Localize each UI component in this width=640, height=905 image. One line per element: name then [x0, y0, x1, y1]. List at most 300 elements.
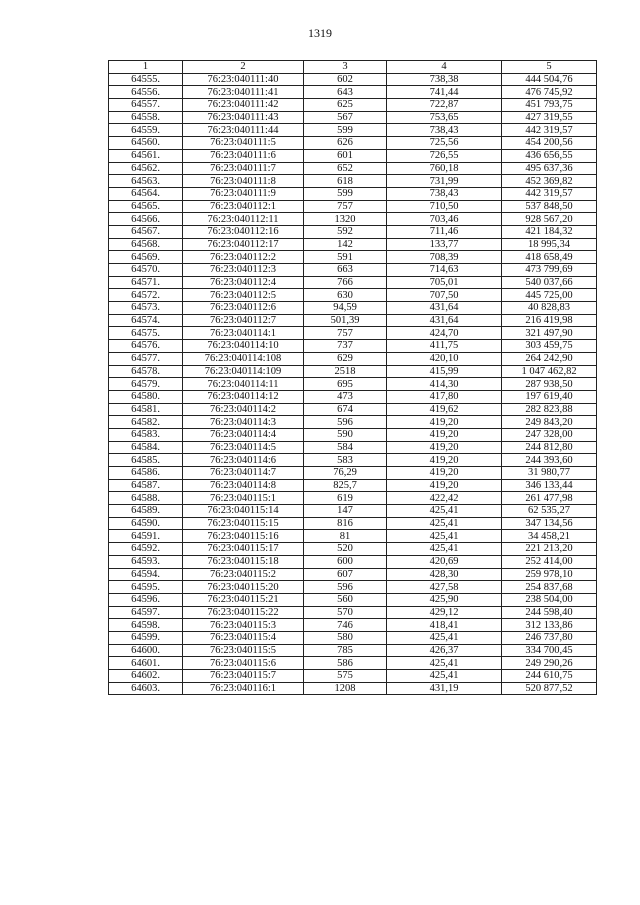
rate-cell: 731,99 [387, 175, 502, 188]
cadastral-number-cell: 76:23:040114:109 [183, 365, 304, 378]
table-row [109, 175, 597, 188]
value-cell: 334 700,45 [502, 644, 597, 657]
area-cell: 1320 [304, 213, 387, 226]
value-cell: 303 459,75 [502, 340, 597, 353]
row-number-cell: 64598. [109, 619, 183, 632]
cadastral-number-cell: 76:23:040112:17 [183, 238, 304, 251]
cadastral-number-cell: 76:23:040114:4 [183, 428, 304, 441]
value-cell: 244 610,75 [502, 670, 597, 683]
row-number-cell: 64584. [109, 441, 183, 454]
rate-cell: 425,41 [387, 670, 502, 683]
column-header: 3 [304, 61, 387, 74]
rate-cell: 753,65 [387, 111, 502, 124]
table-row [109, 479, 597, 492]
rate-cell: 419,20 [387, 441, 502, 454]
area-cell: 601 [304, 149, 387, 162]
rate-cell: 419,20 [387, 428, 502, 441]
rate-cell: 414,30 [387, 378, 502, 391]
value-cell: 249 290,26 [502, 657, 597, 670]
value-cell: 436 656,55 [502, 149, 597, 162]
table-row [109, 327, 597, 340]
value-cell: 928 567,20 [502, 213, 597, 226]
cadastral-number-cell: 76:23:040115:2 [183, 568, 304, 581]
rate-cell: 425,41 [387, 505, 502, 518]
area-cell: 626 [304, 137, 387, 150]
value-cell: 442 319,57 [502, 187, 597, 200]
row-number-cell: 64585. [109, 454, 183, 467]
area-cell: 575 [304, 670, 387, 683]
rate-cell: 420,69 [387, 555, 502, 568]
rate-cell: 422,42 [387, 492, 502, 505]
value-cell: 282 823,88 [502, 403, 597, 416]
row-number-cell: 64583. [109, 428, 183, 441]
value-cell: 321 497,90 [502, 327, 597, 340]
area-cell: 560 [304, 593, 387, 606]
row-number-cell: 64594. [109, 568, 183, 581]
table-row [109, 390, 597, 403]
row-number-cell: 64573. [109, 302, 183, 315]
table-row [109, 225, 597, 238]
table-row [109, 251, 597, 264]
value-cell: 537 848,50 [502, 200, 597, 213]
value-cell: 442 319,57 [502, 124, 597, 137]
cadastral-number-cell: 76:23:040111:41 [183, 86, 304, 99]
row-number-cell: 64597. [109, 606, 183, 619]
cadastral-number-cell: 76:23:040114:5 [183, 441, 304, 454]
cadastral-number-cell: 76:23:040111:42 [183, 99, 304, 112]
rate-cell: 427,58 [387, 581, 502, 594]
table-row [109, 581, 597, 594]
rate-cell: 738,43 [387, 124, 502, 137]
column-header: 5 [502, 61, 597, 74]
row-number-cell: 64570. [109, 264, 183, 277]
table-row [109, 454, 597, 467]
table-row [109, 264, 597, 277]
area-cell: 599 [304, 124, 387, 137]
area-cell: 501,39 [304, 314, 387, 327]
value-cell: 312 133,86 [502, 619, 597, 632]
cadastral-number-cell: 76:23:040115:1 [183, 492, 304, 505]
table-row [109, 137, 597, 150]
row-number-cell: 64559. [109, 124, 183, 137]
rate-cell: 431,19 [387, 682, 502, 695]
area-cell: 81 [304, 530, 387, 543]
cadastral-number-cell: 76:23:040112:4 [183, 276, 304, 289]
cadastral-number-cell: 76:23:040114:7 [183, 467, 304, 480]
value-cell: 451 793,75 [502, 99, 597, 112]
rate-cell: 703,46 [387, 213, 502, 226]
cadastral-number-cell: 76:23:040111:8 [183, 175, 304, 188]
area-cell: 737 [304, 340, 387, 353]
area-cell: 695 [304, 378, 387, 391]
table-row [109, 606, 597, 619]
area-cell: 825,7 [304, 479, 387, 492]
cadastral-number-cell: 76:23:040111:43 [183, 111, 304, 124]
area-cell: 584 [304, 441, 387, 454]
value-cell: 452 369,82 [502, 175, 597, 188]
cadastral-number-cell: 76:23:040114:108 [183, 352, 304, 365]
rate-cell: 420,10 [387, 352, 502, 365]
row-number-cell: 64566. [109, 213, 183, 226]
cadastral-number-cell: 76:23:040112:5 [183, 289, 304, 302]
value-cell: 445 725,00 [502, 289, 597, 302]
row-number-cell: 64577. [109, 352, 183, 365]
table-row [109, 517, 597, 530]
area-cell: 607 [304, 568, 387, 581]
area-cell: 591 [304, 251, 387, 264]
table-row [109, 238, 597, 251]
table-row [109, 467, 597, 480]
value-cell: 18 995,34 [502, 238, 597, 251]
table-row [109, 441, 597, 454]
value-cell: 476 745,92 [502, 86, 597, 99]
cadastral-number-cell: 76:23:040112:3 [183, 264, 304, 277]
value-cell: 246 737,80 [502, 631, 597, 644]
value-cell: 287 938,50 [502, 378, 597, 391]
cadastral-number-cell: 76:23:040114:8 [183, 479, 304, 492]
rate-cell: 738,43 [387, 187, 502, 200]
value-cell: 252 414,00 [502, 555, 597, 568]
table-row [109, 492, 597, 505]
area-cell: 652 [304, 162, 387, 175]
value-cell: 244 393,60 [502, 454, 597, 467]
value-cell: 520 877,52 [502, 682, 597, 695]
row-number-cell: 64603. [109, 682, 183, 695]
area-cell: 142 [304, 238, 387, 251]
area-cell: 596 [304, 416, 387, 429]
row-number-cell: 64560. [109, 137, 183, 150]
cadastral-number-cell: 76:23:040115:5 [183, 644, 304, 657]
table-row [109, 505, 597, 518]
value-cell: 454 200,56 [502, 137, 597, 150]
area-cell: 590 [304, 428, 387, 441]
rate-cell: 419,20 [387, 454, 502, 467]
cadastral-number-cell: 76:23:040111:5 [183, 137, 304, 150]
area-cell: 473 [304, 390, 387, 403]
value-cell: 259 978,10 [502, 568, 597, 581]
row-number-cell: 64581. [109, 403, 183, 416]
area-cell: 592 [304, 225, 387, 238]
row-number-cell: 64575. [109, 327, 183, 340]
area-cell: 757 [304, 200, 387, 213]
row-number-cell: 64586. [109, 467, 183, 480]
cadastral-number-cell: 76:23:040111:9 [183, 187, 304, 200]
value-cell: 244 812,80 [502, 441, 597, 454]
row-number-cell: 64568. [109, 238, 183, 251]
column-header: 1 [109, 61, 183, 74]
area-cell: 94,59 [304, 302, 387, 315]
cadastral-number-cell: 76:23:040114:6 [183, 454, 304, 467]
table-row [109, 619, 597, 632]
value-cell: 427 319,55 [502, 111, 597, 124]
rate-cell: 722,87 [387, 99, 502, 112]
value-cell: 264 242,90 [502, 352, 597, 365]
rate-cell: 419,62 [387, 403, 502, 416]
row-number-cell: 64588. [109, 492, 183, 505]
area-cell: 630 [304, 289, 387, 302]
value-cell: 421 184,32 [502, 225, 597, 238]
table-row [109, 403, 597, 416]
table-row [109, 111, 597, 124]
value-cell: 347 134,56 [502, 517, 597, 530]
value-cell: 197 619,40 [502, 390, 597, 403]
row-number-cell: 64567. [109, 225, 183, 238]
value-cell: 254 837,68 [502, 581, 597, 594]
cadastral-number-cell: 76:23:040111:44 [183, 124, 304, 137]
table-row [109, 162, 597, 175]
cadastral-number-cell: 76:23:040115:4 [183, 631, 304, 644]
area-cell: 629 [304, 352, 387, 365]
area-cell: 1208 [304, 682, 387, 695]
row-number-cell: 64596. [109, 593, 183, 606]
rate-cell: 708,39 [387, 251, 502, 264]
table-row [109, 543, 597, 556]
table-row [109, 200, 597, 213]
value-cell: 249 843,20 [502, 416, 597, 429]
row-number-cell: 64580. [109, 390, 183, 403]
table-row [109, 340, 597, 353]
table-header-row [109, 61, 597, 74]
row-number-cell: 64572. [109, 289, 183, 302]
table-row [109, 99, 597, 112]
area-cell: 746 [304, 619, 387, 632]
table-row [109, 568, 597, 581]
rate-cell: 415,99 [387, 365, 502, 378]
row-number-cell: 64595. [109, 581, 183, 594]
value-cell: 221 213,20 [502, 543, 597, 556]
area-cell: 816 [304, 517, 387, 530]
value-cell: 418 658,49 [502, 251, 597, 264]
rate-cell: 428,30 [387, 568, 502, 581]
cadastral-number-cell: 76:23:040114:11 [183, 378, 304, 391]
table-row [109, 149, 597, 162]
row-number-cell: 64558. [109, 111, 183, 124]
value-cell: 1 047 462,82 [502, 365, 597, 378]
rate-cell: 425,41 [387, 543, 502, 556]
table-row [109, 670, 597, 683]
area-cell: 600 [304, 555, 387, 568]
cadastral-number-cell: 76:23:040114:2 [183, 403, 304, 416]
table-row [109, 530, 597, 543]
row-number-cell: 64561. [109, 149, 183, 162]
cadastral-number-cell: 76:23:040114:12 [183, 390, 304, 403]
row-number-cell: 64563. [109, 175, 183, 188]
column-header: 2 [183, 61, 304, 74]
table-row [109, 352, 597, 365]
table-body [109, 73, 597, 695]
cadastral-number-cell: 76:23:040112:16 [183, 225, 304, 238]
rate-cell: 424,70 [387, 327, 502, 340]
cadastral-number-cell: 76:23:040112:7 [183, 314, 304, 327]
rate-cell: 711,46 [387, 225, 502, 238]
value-cell: 31 980,77 [502, 467, 597, 480]
area-cell: 602 [304, 73, 387, 86]
rate-cell: 419,20 [387, 416, 502, 429]
cadastral-number-cell: 76:23:040111:6 [183, 149, 304, 162]
rate-cell: 418,41 [387, 619, 502, 632]
value-cell: 473 799,69 [502, 264, 597, 277]
area-cell: 583 [304, 454, 387, 467]
rate-cell: 429,12 [387, 606, 502, 619]
cadastral-number-cell: 76:23:040115:16 [183, 530, 304, 543]
row-number-cell: 64587. [109, 479, 183, 492]
area-cell: 76,29 [304, 467, 387, 480]
value-cell: 247 328,00 [502, 428, 597, 441]
row-number-cell: 64600. [109, 644, 183, 657]
table-row [109, 365, 597, 378]
value-cell: 40 828,83 [502, 302, 597, 315]
row-number-cell: 64556. [109, 86, 183, 99]
row-number-cell: 64601. [109, 657, 183, 670]
cadastral-number-cell: 76:23:040115:3 [183, 619, 304, 632]
value-cell: 444 504,76 [502, 73, 597, 86]
table-row [109, 187, 597, 200]
rate-cell: 419,20 [387, 479, 502, 492]
row-number-cell: 64574. [109, 314, 183, 327]
table-row [109, 657, 597, 670]
row-number-cell: 64591. [109, 530, 183, 543]
value-cell: 244 598,40 [502, 606, 597, 619]
rate-cell: 714,63 [387, 264, 502, 277]
value-cell: 261 477,98 [502, 492, 597, 505]
table-row [109, 644, 597, 657]
area-cell: 674 [304, 403, 387, 416]
rate-cell: 710,50 [387, 200, 502, 213]
table-row [109, 124, 597, 137]
rate-cell: 705,01 [387, 276, 502, 289]
rate-cell: 417,80 [387, 390, 502, 403]
table-row [109, 314, 597, 327]
row-number-cell: 64592. [109, 543, 183, 556]
cadastral-number-cell: 76:23:040115:6 [183, 657, 304, 670]
rate-cell: 726,55 [387, 149, 502, 162]
area-cell: 570 [304, 606, 387, 619]
cadastral-number-cell: 76:23:040115:17 [183, 543, 304, 556]
cadastral-number-cell: 76:23:040115:21 [183, 593, 304, 606]
table-row [109, 289, 597, 302]
area-cell: 663 [304, 264, 387, 277]
rate-cell: 760,18 [387, 162, 502, 175]
area-cell: 625 [304, 99, 387, 112]
table-row [109, 378, 597, 391]
row-number-cell: 64557. [109, 99, 183, 112]
value-cell: 62 535,27 [502, 505, 597, 518]
value-cell: 238 504,00 [502, 593, 597, 606]
rate-cell: 419,20 [387, 467, 502, 480]
rate-cell: 425,41 [387, 631, 502, 644]
area-cell: 785 [304, 644, 387, 657]
rate-cell: 725,56 [387, 137, 502, 150]
row-number-cell: 64564. [109, 187, 183, 200]
page-number: 1319 [308, 26, 332, 40]
rate-cell: 426,37 [387, 644, 502, 657]
area-cell: 567 [304, 111, 387, 124]
area-cell: 2518 [304, 365, 387, 378]
table-row [109, 682, 597, 695]
cadastral-number-cell: 76:23:040115:18 [183, 555, 304, 568]
cadastral-number-cell: 76:23:040115:15 [183, 517, 304, 530]
row-number-cell: 64579. [109, 378, 183, 391]
row-number-cell: 64593. [109, 555, 183, 568]
table-row [109, 555, 597, 568]
table-row [109, 73, 597, 86]
table-row [109, 416, 597, 429]
cadastral-number-cell: 76:23:040115:22 [183, 606, 304, 619]
row-number-cell: 64599. [109, 631, 183, 644]
area-cell: 520 [304, 543, 387, 556]
value-cell: 216 419,98 [502, 314, 597, 327]
row-number-cell: 64565. [109, 200, 183, 213]
area-cell: 619 [304, 492, 387, 505]
cadastral-number-cell: 76:23:040114:3 [183, 416, 304, 429]
data-table [108, 60, 597, 695]
area-cell: 599 [304, 187, 387, 200]
area-cell: 586 [304, 657, 387, 670]
row-number-cell: 64589. [109, 505, 183, 518]
table-row [109, 276, 597, 289]
row-number-cell: 64582. [109, 416, 183, 429]
cadastral-number-cell: 76:23:040111:40 [183, 73, 304, 86]
row-number-cell: 64571. [109, 276, 183, 289]
cadastral-number-cell: 76:23:040112:11 [183, 213, 304, 226]
table-row [109, 593, 597, 606]
area-cell: 147 [304, 505, 387, 518]
row-number-cell: 64562. [109, 162, 183, 175]
row-number-cell: 64578. [109, 365, 183, 378]
value-cell: 540 037,66 [502, 276, 597, 289]
cadastral-number-cell: 76:23:040114:10 [183, 340, 304, 353]
rate-cell: 425,41 [387, 657, 502, 670]
cadastral-number-cell: 76:23:040115:14 [183, 505, 304, 518]
rate-cell: 741,44 [387, 86, 502, 99]
cadastral-number-cell: 76:23:040112:6 [183, 302, 304, 315]
rate-cell: 133,77 [387, 238, 502, 251]
rate-cell: 425,41 [387, 530, 502, 543]
column-header: 4 [387, 61, 502, 74]
row-number-cell: 64590. [109, 517, 183, 530]
cadastral-number-cell: 76:23:040111:7 [183, 162, 304, 175]
value-cell: 34 458,21 [502, 530, 597, 543]
cadastral-number-cell: 76:23:040112:2 [183, 251, 304, 264]
rate-cell: 431,64 [387, 302, 502, 315]
cadastral-number-cell: 76:23:040116:1 [183, 682, 304, 695]
cadastral-number-cell: 76:23:040112:1 [183, 200, 304, 213]
table-row [109, 302, 597, 315]
rate-cell: 411,75 [387, 340, 502, 353]
row-number-cell: 64602. [109, 670, 183, 683]
area-cell: 643 [304, 86, 387, 99]
area-cell: 596 [304, 581, 387, 594]
value-cell: 495 637,36 [502, 162, 597, 175]
row-number-cell: 64576. [109, 340, 183, 353]
table-row [109, 428, 597, 441]
rate-cell: 425,41 [387, 517, 502, 530]
value-cell: 346 133,44 [502, 479, 597, 492]
rate-cell: 707,50 [387, 289, 502, 302]
cadastral-number-cell: 76:23:040115:7 [183, 670, 304, 683]
table-row [109, 213, 597, 226]
area-cell: 618 [304, 175, 387, 188]
area-cell: 766 [304, 276, 387, 289]
row-number-cell: 64569. [109, 251, 183, 264]
rate-cell: 738,38 [387, 73, 502, 86]
row-number-cell: 64555. [109, 73, 183, 86]
cadastral-number-cell: 76:23:040114:1 [183, 327, 304, 340]
table-row [109, 631, 597, 644]
cadastral-number-cell: 76:23:040115:20 [183, 581, 304, 594]
area-cell: 580 [304, 631, 387, 644]
area-cell: 757 [304, 327, 387, 340]
